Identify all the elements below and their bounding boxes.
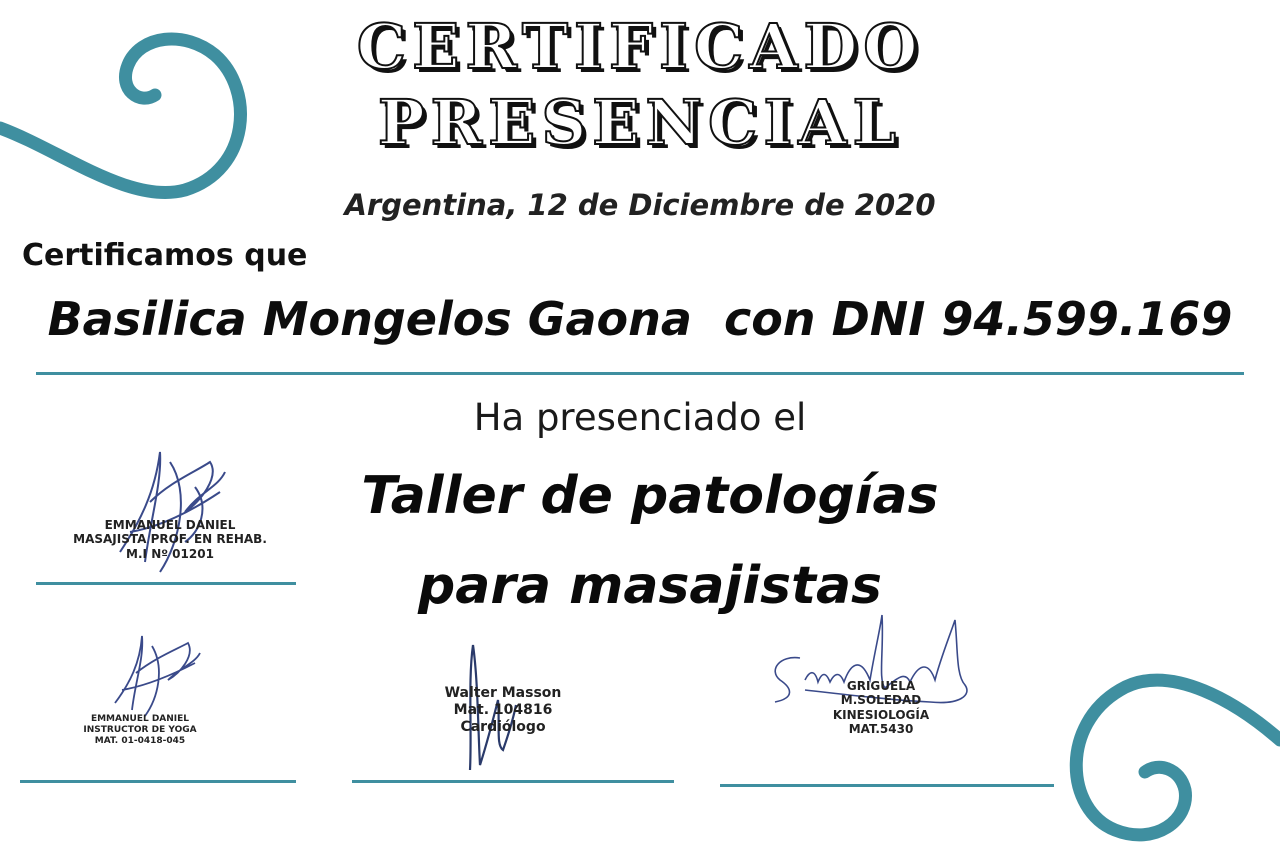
signatory-1-registration: M.I Nº 01201 bbox=[126, 546, 214, 561]
course-title-line-1: Taller de patologías bbox=[361, 466, 939, 526]
bottom-right-swirl-ornament bbox=[1040, 650, 1280, 853]
signatory-3-block bbox=[418, 685, 588, 735]
signatory-2-name: EMMANUEL DANIEL bbox=[90, 714, 190, 724]
name-underline bbox=[36, 372, 1244, 375]
signatory-3-name: Walter Masson bbox=[444, 685, 562, 701]
issue-date: Argentina, 12 de Diciembre de 2020 bbox=[344, 188, 936, 222]
course-title-line-2: para masajistas bbox=[418, 556, 882, 616]
signatory-2-block bbox=[65, 714, 215, 746]
signatory-3-specialty: Cardiólogo bbox=[460, 718, 546, 735]
signature-1-line bbox=[36, 582, 296, 585]
signatory-1-block bbox=[70, 518, 270, 561]
certificate-title-line-2: PRESENCIAL bbox=[377, 86, 903, 159]
signature-3-line bbox=[352, 780, 674, 783]
signatory-4-surname: GRIGUELA bbox=[846, 679, 916, 693]
signatory-4-registration: MAT.5430 bbox=[848, 722, 914, 737]
signatory-2-role: INSTRUCTOR DE YOGA bbox=[83, 724, 197, 735]
signatory-1-name: EMMANUEL DANIEL bbox=[104, 518, 236, 532]
signature-4-line bbox=[720, 784, 1054, 787]
signatory-1-role: MASAJISTA PROF. EN REHAB. bbox=[73, 532, 267, 547]
recipient-name-and-id: Basilica Mongelos Gaona con DNI 94.599.169 bbox=[47, 292, 1233, 346]
signatory-4-firstname: M.SOLEDAD bbox=[840, 693, 922, 708]
signature-2-line bbox=[20, 780, 296, 783]
signatory-3-registration: Mat. 104816 bbox=[453, 701, 553, 718]
certificate-title-line-1: CERTIFICADO bbox=[356, 10, 924, 83]
certify-label: Certificamos que bbox=[22, 238, 308, 273]
signature-2-scribble bbox=[100, 628, 210, 718]
signatory-4-specialty: KINESIOLOGÍA bbox=[832, 707, 930, 722]
witnessed-text: Ha presenciado el bbox=[473, 396, 807, 439]
signatory-2-registration: MAT. 01-0418-045 bbox=[94, 735, 186, 746]
signatory-4-block bbox=[806, 679, 956, 737]
